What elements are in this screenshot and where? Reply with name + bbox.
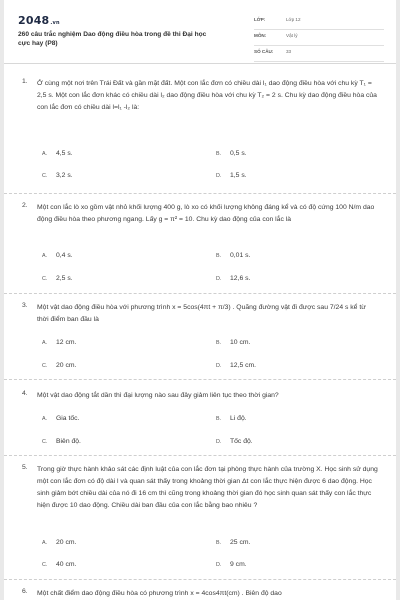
answer-letter: A. — [42, 151, 48, 157]
answer-letter: D. — [216, 363, 222, 369]
answer-option-c[interactable] — [42, 172, 73, 179]
question-number: 2. — [22, 202, 28, 209]
answer-letter: B. — [216, 151, 222, 157]
question-5 — [4, 464, 396, 580]
question-1 — [4, 78, 396, 194]
question-text: Trong giờ thực hành khảo sát các định luật của con lắc đơn tại phòng thực hành của trường X. Học sinh sử dụng một con lắc đơn có độ dài l và quan sát thấy trong khoảng thời gian Δt con lắc thực hiện được 6 dao động. Học sinh giảm bớt chiều dài của nó đi 16 cm thì cũng trong khoảng thời gian đó học sinh quan sát thấy con lắc thực hiện được 10 dao động. Chiều dài ban đầu của con lắc bằng bao nhiêu ? — [37, 466, 378, 509]
question-number: 3. — [22, 302, 28, 309]
meta-row-class — [254, 14, 384, 30]
answer-text: 0,5 s. — [230, 150, 247, 157]
meta-info — [254, 14, 384, 62]
answer-letter: C. — [42, 439, 48, 445]
answer-text: Li độ. — [230, 415, 247, 422]
answer-text: 12,5 cm. — [230, 362, 257, 369]
question-text: Một vật dao động tắt dần thì đại lượng nào sau đây giảm liên tục theo thời gian? — [37, 392, 279, 399]
answer-option-d[interactable] — [216, 275, 250, 282]
answer-text: 10 cm. — [230, 339, 251, 346]
answer-option-a[interactable] — [42, 539, 76, 546]
answer-letter: C. — [42, 276, 48, 282]
answer-letter: C. — [42, 173, 48, 179]
logo-text: 2048 — [18, 14, 50, 27]
page-title: 260 câu trắc nghiệm Dao động điều hòa trong đề thi Đại học cực hay (P8) — [18, 31, 207, 47]
meta-label: LỚP: — [254, 17, 266, 22]
document-page — [4, 0, 396, 600]
question-number: 1. — [22, 78, 28, 85]
site-logo[interactable] — [18, 14, 60, 27]
answer-option-d[interactable] — [216, 362, 256, 369]
meta-row-count — [254, 46, 384, 62]
answer-text: Biên độ. — [56, 438, 81, 445]
answer-letter: D. — [216, 173, 222, 179]
logo-suffix: .vn — [50, 20, 60, 26]
answer-option-b[interactable] — [216, 539, 250, 546]
answer-text: 12 cm. — [56, 339, 77, 346]
answer-text: 2,5 s. — [56, 275, 73, 282]
answer-letter: D. — [216, 562, 222, 568]
answer-option-d[interactable] — [216, 438, 253, 445]
answer-text: 20 cm. — [56, 539, 77, 546]
answer-letter: A. — [42, 416, 48, 422]
answer-text: 20 cm. — [56, 362, 77, 369]
answer-option-a[interactable] — [42, 339, 76, 346]
meta-row-subject — [254, 30, 384, 46]
answer-option-c[interactable] — [42, 561, 76, 568]
answer-text: 25 cm. — [230, 539, 251, 546]
answer-option-c[interactable] — [42, 275, 73, 282]
answer-option-c[interactable] — [42, 438, 81, 445]
meta-value: 33 — [286, 49, 292, 54]
answer-letter: B. — [216, 540, 222, 546]
question-number: 4. — [22, 390, 28, 397]
document-header — [4, 0, 396, 64]
answer-text: 0,01 s. — [230, 252, 251, 259]
answer-letter: D. — [216, 276, 222, 282]
answer-letter: D. — [216, 439, 222, 445]
answer-text: 0,4 s. — [56, 252, 73, 259]
question-text: Một chất điểm dao động điều hòa có phương trình x = 4cos4πt(cm) . Biên độ dao — [37, 590, 282, 597]
question-2 — [4, 202, 396, 294]
answer-option-a[interactable] — [42, 415, 79, 422]
answer-text: Tốc độ. — [230, 438, 253, 445]
answer-letter: B. — [216, 416, 222, 422]
question-6 — [4, 588, 396, 600]
answer-letter: C. — [42, 562, 48, 568]
meta-value: Vật lý — [286, 33, 298, 38]
question-4 — [4, 390, 396, 456]
answer-option-b[interactable] — [216, 339, 250, 346]
answer-option-b[interactable] — [216, 415, 247, 422]
answer-option-a[interactable] — [42, 252, 73, 259]
question-number: 6. — [22, 588, 28, 595]
answer-text: 40 cm. — [56, 561, 77, 568]
question-3 — [4, 302, 396, 380]
meta-label: MÔN: — [254, 33, 267, 38]
answer-option-a[interactable] — [42, 150, 73, 157]
meta-value: Lớp 12 — [286, 17, 301, 22]
answer-text: 9 cm. — [230, 561, 247, 568]
question-text: Một con lắc lò xo gồm vật nhỏ khối lượng 400 g, lò xo có khối lượng không đáng kể và có độ cứng 100 N/m dao động điều hòa theo phương ngang. Lấy g = π² = 10. Chu kỳ dao động của con lắc là — [37, 204, 375, 223]
answer-option-d[interactable] — [216, 172, 247, 179]
answer-letter: C. — [42, 363, 48, 369]
question-text: Ở cùng một nơi trên Trái Đất và gần mặt đất. Một con lắc đơn có chiều dài l₁ dao động điều hòa với chu kỳ T₁ = 2,5 s. Một con lắc đơn khác có chiều dài l₂ dao động điều hòa với chu kỳ T₂ = 2 s. Chu kỳ dao động điều hòa của con lắc đơn có chiều dài l=l₁ -l₂ là: — [37, 80, 377, 111]
answer-letter: A. — [42, 340, 48, 346]
answer-text: 1,5 s. — [230, 172, 247, 179]
meta-label: SỐ CÂU: — [254, 49, 274, 54]
answer-letter: A. — [42, 253, 48, 259]
answer-letter: A. — [42, 540, 48, 546]
question-text: Một vật dao động điều hòa với phương trình x = 5cos(4πt + π/3) . Quãng đường vật đi được sau 7/24 s kể từ thời điểm ban đầu là — [37, 304, 366, 323]
answer-option-d[interactable] — [216, 561, 247, 568]
answer-letter: B. — [216, 340, 222, 346]
answer-text: Gia tốc. — [56, 415, 80, 422]
answer-letter: B. — [216, 253, 222, 259]
answer-text: 3,2 s. — [56, 172, 73, 179]
answer-text: 12,6 s. — [230, 275, 251, 282]
answer-option-b[interactable] — [216, 252, 250, 259]
answer-text: 4,5 s. — [56, 150, 73, 157]
answer-option-c[interactable] — [42, 362, 76, 369]
question-number: 5. — [22, 464, 28, 471]
answer-option-b[interactable] — [216, 150, 247, 157]
